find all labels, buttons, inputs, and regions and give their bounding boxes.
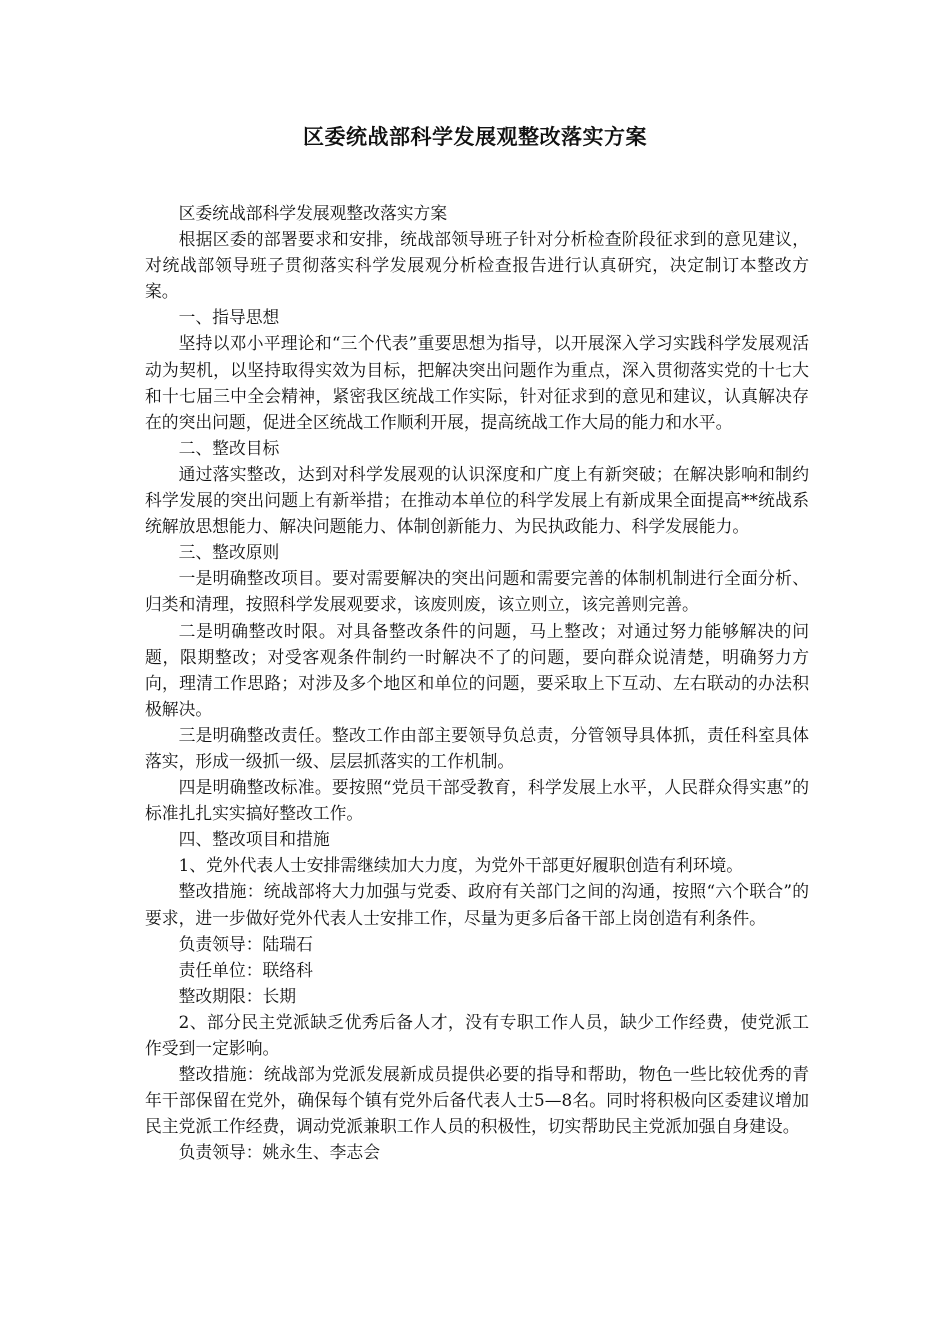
paragraph-item-1-deadline: 整改期限：长期 xyxy=(178,985,297,1006)
document-body xyxy=(145,200,809,1165)
paragraph-goals: 通过落实整改，达到对科学发展观的认识深度和广度上有新突破；在解决影响和制约科学发展的突出问题上有新举措；在推动本单位的科学发展上有新成果全面提高**统战系统解放思想能力、解决问题能力、体制创新能力、为民执政能力、科学发展能力。 xyxy=(145,463,809,537)
paragraph-item-2-leader: 负责领导：姚永生、李志会 xyxy=(178,1142,380,1163)
paragraph-item-1-measures: 整改措施：统战部将大力加强与党委、政府有关部门之间的沟通，按照“六个联合”的要求，进一步做好党外代表人士安排工作，尽量为更多后备干部上岗创造有利条件。 xyxy=(145,881,809,928)
paragraph-item-1-unit: 责任单位：联络科 xyxy=(178,959,313,980)
section-heading-items-measures: 四、整改项目和措施 xyxy=(178,829,330,850)
paragraph-item-1-leader: 负责领导：陆瑞石 xyxy=(178,933,313,954)
paragraph-item-2: 2、部分民主党派缺乏优秀后备人才，没有专职工作人员，缺少工作经费，使党派工作受到一定影响。 xyxy=(145,1011,809,1058)
section-heading-guiding-ideology: 一、指导思想 xyxy=(178,307,280,328)
paragraph-guiding-ideology: 坚持以邓小平理论和“三个代表”重要思想为指导，以开展深入学习实践科学发展观活动为契机，以坚持取得实效为目标，把解决突出问题作为重点，深入贯彻落实党的十七大和十七届三中全会精神，紧密我区统战工作实际，针对征求到的意见和建议，认真解决存在的突出问题，促进全区统战工作顺利开展，提高统战工作大局的能力和水平。 xyxy=(145,333,809,432)
paragraph-intro: 根据区委的部署要求和安排，统战部领导班子针对分析检查阶段征求到的意见建议，对统战部领导班子贯彻落实科学发展观分析检查报告进行认真研究，决定制订本整改方案。 xyxy=(145,229,809,302)
paragraph-repeated-title: 区委统战部科学发展观整改落实方案 xyxy=(178,203,448,223)
paragraph-principle-1: 一是明确整改项目。要对需要解决的突出问题和需要完善的体制机制进行全面分析、归类和清理，按照科学发展观要求，该废则废，该立则立，该完善则完善。 xyxy=(145,568,809,615)
document-title: 区委统战部科学发展观整改落实方案 xyxy=(303,125,647,149)
paragraph-principle-3: 三是明确整改责任。整改工作由部主要领导负总责，分管领导具体抓，责任科室具体落实，形成一级抓一级、层层抓落实的工作机制。 xyxy=(145,724,809,771)
section-heading-goals: 二、整改目标 xyxy=(178,437,280,458)
paragraph-item-2-measures: 整改措施：统战部为党派发展新成员提供必要的指导和帮助，物色一些比较优秀的青年干部保留在党外，确保每个镇有党外后备代表人士5—8名。同时将积极向区委建议增加民主党派工作经费，调动党派兼职工作人员的积极性，切实帮助民主党派加强自身建设。 xyxy=(145,1064,809,1137)
paragraph-principle-2: 二是明确整改时限。对具备整改条件的问题，马上整改；对通过努力能够解决的问题，限期整改；对受客观条件制约一时解决不了的问题，要向群众说清楚，明确努力方向，理清工作思路；对涉及多个地区和单位的问题，要采取上下互动、左右联动的办法积极解决。 xyxy=(145,620,809,719)
paragraph-principle-4: 四是明确整改标准。要按照“党员干部受教育，科学发展上水平，人民群众得实惠”的标准扎扎实实搞好整改工作。 xyxy=(145,777,809,824)
paragraph-item-1: 1、党外代表人士安排需继续加大力度，为党外干部更好履职创造有利环境。 xyxy=(178,855,744,876)
section-heading-principles: 三、整改原则 xyxy=(178,542,280,563)
